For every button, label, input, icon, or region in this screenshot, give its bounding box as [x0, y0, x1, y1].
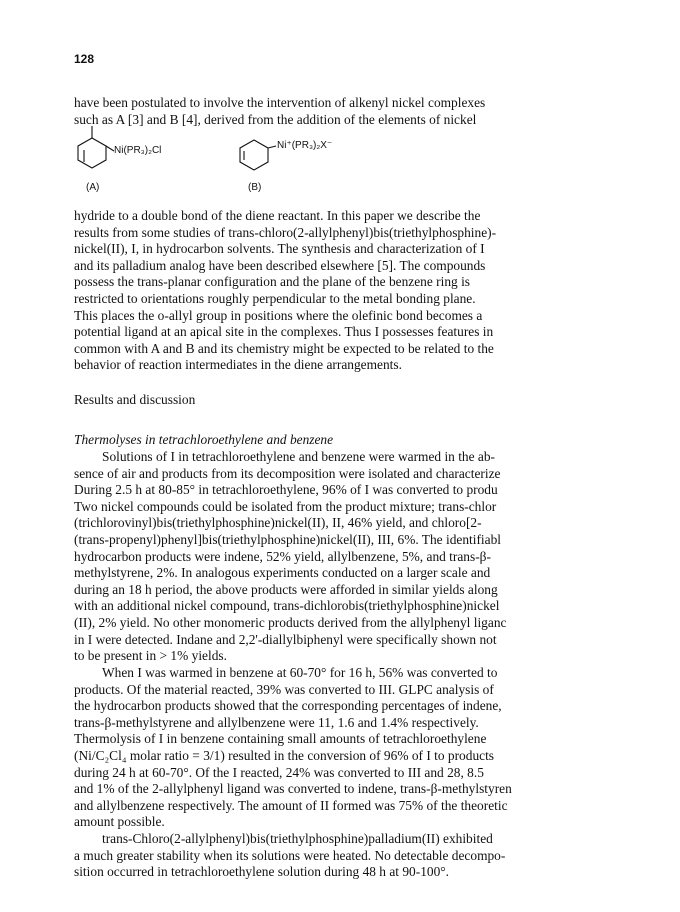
structure-drawings — [74, 124, 394, 196]
structure-a-caption: (A) — [86, 182, 100, 193]
text-line: (trichlorovinyl)bis(triethylphosphine)nickel(II), II, 46% yield, and chloro[2- — [74, 515, 482, 531]
text-line: common with A and B and its chemistry might be expected to be related to the — [74, 340, 494, 356]
paragraph-palladium — [74, 831, 680, 881]
structure-a-ring — [78, 126, 114, 168]
text-line: restricted to orientations roughly perpendicular to the metal bonding plane. — [74, 290, 476, 306]
paragraph-thermolyses — [74, 449, 680, 665]
text-line: a much greater stability when its solutions were heated. No detectable decompo- — [74, 847, 506, 863]
text-line: behavior of reaction intermediates in the diene arrangements. — [74, 357, 402, 373]
text-line: trans-β-methylstyrene and allylbenzene were 11, 1.6 and 1.4% respectively. — [74, 714, 479, 730]
text-line: This places the o-allyl group in positions where the olefinic bond becomes a — [74, 307, 483, 323]
section-heading: Results and discussion — [74, 392, 196, 407]
text-line: to be present in > 1% yields. — [74, 648, 227, 664]
text-line: (Ni/C₂Cl₄ molar ratio = 3/1) resulted in the conversion of 96% of I to products — [74, 747, 495, 763]
structure-b-caption: (B) — [248, 182, 262, 193]
text-line: products. Of the material reacted, 39% was converted to III. GLPC analysis of — [74, 681, 494, 697]
text-line: potential ligand at an apical site in the complexes. Thus I possesses features in — [74, 324, 494, 340]
text-line: Thermolysis of I in benzene containing small amounts of tetrachloroethylene — [74, 731, 487, 747]
text-line: During 2.5 h at 80-85° in tetrachloroethylene, 96% of I was converted to produ — [74, 482, 498, 498]
structure-b-ring — [240, 140, 276, 170]
text-line: during an 18 h period, the above products were afforded in similar yields along — [74, 581, 498, 597]
text-line: Solutions of I in tetrachloroethylene and benzene were warmed in the ab- — [102, 449, 496, 464]
text-line: during 24 h at 60-70°. Of the I reacted, 24% was converted to III and 28, 8.5 — [74, 764, 484, 780]
body-paragraph — [74, 208, 680, 374]
text-line: such as A [3] and B [4], derived from the addition of the elements of nickel — [74, 111, 477, 127]
text-line: in I were detected. Indane and 2,2'-diallylbiphenyl were specifically shown not — [74, 631, 497, 647]
text-line: When I was warmed in benzene at 60-70° for 16 h, 56% was converted to — [102, 665, 498, 680]
text-line: possess the trans-planar configuration and the plane of the benzene ring is — [74, 274, 471, 290]
text-line: and its palladium analog have been described elsewhere [5]. The compounds — [74, 257, 486, 273]
text-line: sition occurred in tetrachloroethylene solution during 48 h at 90-100°. — [74, 864, 449, 880]
text-line: hydrocarbon products were indene, 52% yield, allylbenzene, 5%, and trans-β- — [74, 548, 491, 564]
text-line: have been postulated to involve the intervention of alkenyl nickel complexes — [74, 95, 486, 110]
structure-b-label: Ni⁺(PR₃)₂X⁻ — [277, 140, 333, 151]
text-line: methylstyrene, 2%. In analogous experiments conducted on a larger scale and — [74, 565, 491, 581]
text-line: and allylbenzene respectively. The amount of II formed was 75% of the theoretic — [74, 797, 508, 813]
text-line: sence of air and products from its decomposition were isolated and characterize — [74, 465, 501, 481]
text-line: the hydrocarbon products showed that the corresponding percentages of indene, — [74, 698, 502, 714]
paragraph-benzene — [74, 665, 680, 831]
text-line: (trans-propenyl)phenyl]bis(triethylphosphine)nickel(II), III, 6%. The identifiabl — [74, 531, 502, 547]
page-number: 128 — [74, 52, 95, 66]
text-line: amount possible. — [74, 814, 165, 830]
structures-figure — [74, 124, 394, 196]
text-line: results from some studies of trans-chloro(2-allylphenyl)bis(triethylphosphine)- — [74, 224, 497, 240]
text-line: nickel(II), I, in hydrocarbon solvents. The synthesis and characterization of I — [74, 241, 485, 257]
text-line: hydride to a double bond of the diene reactant. In this paper we describe the — [74, 208, 481, 223]
subsection-heading: Thermolyses in tetrachloroethylene and benzene — [74, 432, 334, 447]
structure-a-label: Ni(PR₃)₂Cl — [114, 145, 162, 156]
text-line: trans-Chloro(2-allylphenyl)bis(triethylphosphine)palladium(II) exhibited — [102, 831, 493, 846]
text-line: with an additional nickel compound, trans-dichlorobis(triethylphosphine)nickel — [74, 598, 500, 614]
text-line: (II), 2% yield. No other monomeric products derived from the allylphenyl liganc — [74, 614, 507, 630]
text-line: Two nickel compounds could be isolated from the product mixture; trans-chlor — [74, 498, 497, 514]
text-line: and 1% of the 2-allylphenyl ligand was converted to indene, trans-β-methylstyren — [74, 781, 512, 797]
